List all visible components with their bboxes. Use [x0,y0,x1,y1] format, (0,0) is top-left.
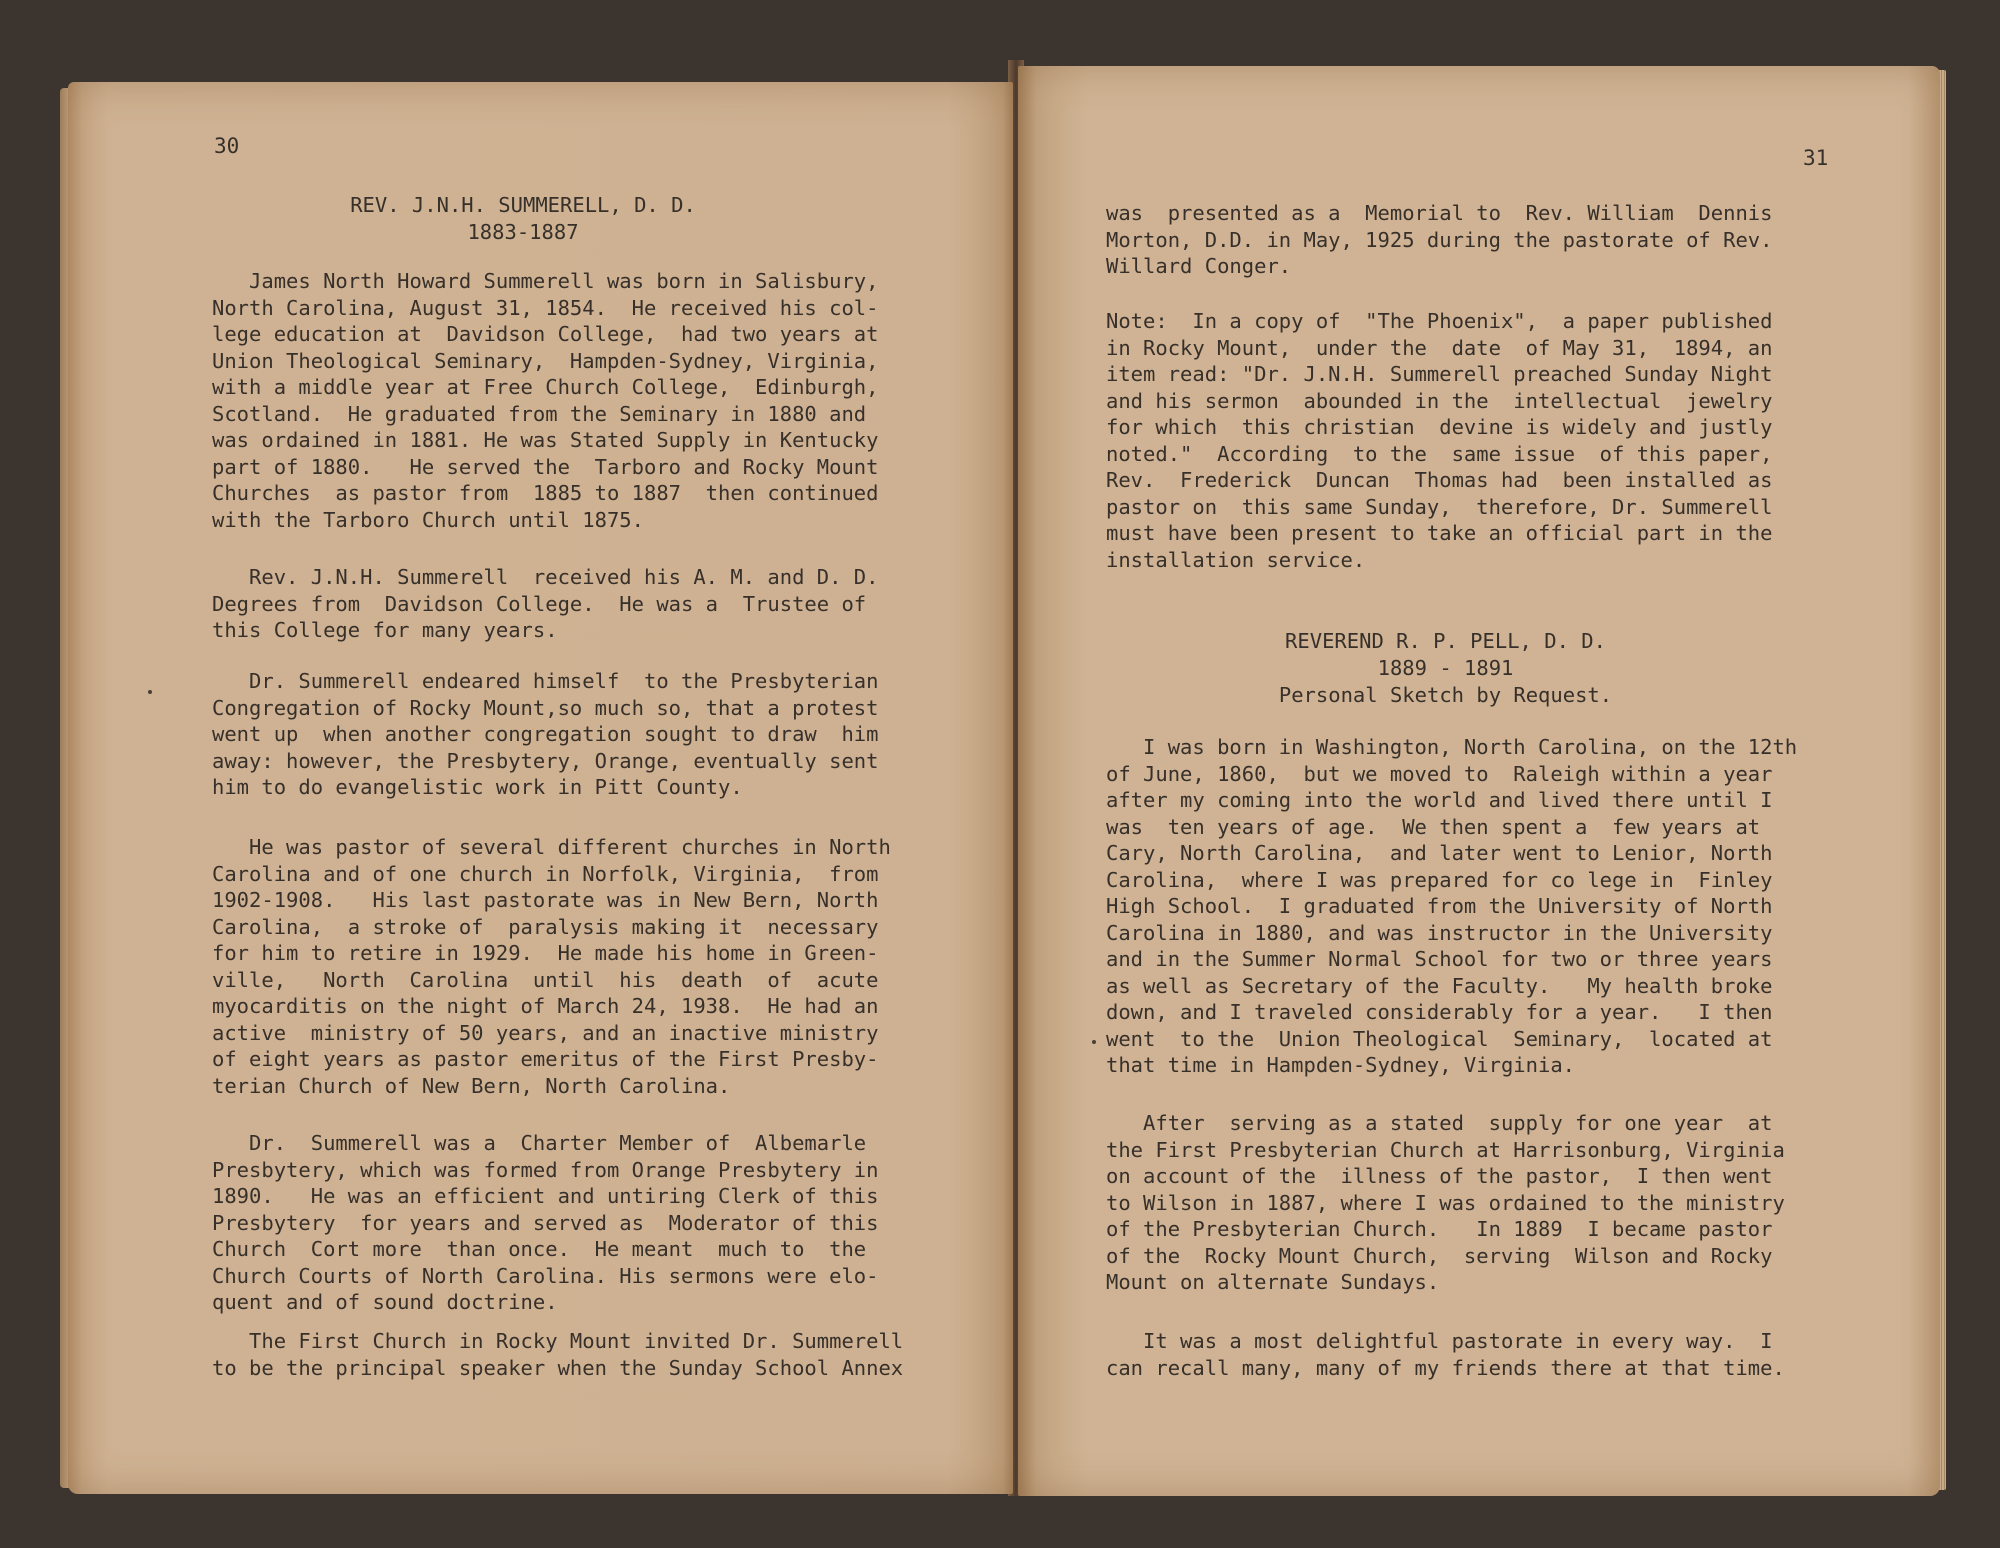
text-line: Churches as pastor from 1885 to 1887 then continued [212,481,879,505]
page-number-right: 31 [1803,146,1829,170]
text-line: lege education at Davidson College, had two years at [212,322,879,346]
text-line: Scotland. He graduated from the Seminary in 1880 and [212,401,867,426]
text-line: in Rocky Mount, under the date of May 31, 1894, an [1106,335,1773,360]
text-line: Carolina and of one church in Norfolk, Virginia, from [212,861,879,886]
right-page [1018,66,1940,1496]
text-line: noted." According to the same issue of this paper, [1106,441,1773,466]
text-line: Church Courts of North Carolina. His sermons were elo- [212,1263,879,1288]
text-line: away: however, the Presbytery, Orange, eventually sent [212,748,879,773]
text-line: this College for many years. [212,618,558,642]
speck-mark [1092,1040,1096,1044]
text-line: item read: "Dr. J.N.H. Summerell preached Sunday Night [1106,362,1773,386]
text-line: for which this christian devine is widely and justly [1106,415,1773,439]
text-line: Union Theological Seminary, Hampden-Sydney, Virginia, [212,348,879,373]
text-line: Congregation of Rocky Mount,so much so, that a protest [212,695,879,720]
speck-mark [148,690,152,694]
text-line: with the Tarboro Church until 1875. [212,507,644,532]
heading-years: 1883-1887 [467,220,579,244]
text-line: must have been present to take an official part in the [1106,521,1773,545]
text-line: Note: In a copy of "The Phoenix", a paper published [1106,309,1773,333]
text-line: High School. I graduated from the University of North [1106,894,1773,918]
heading-subtitle: Personal Sketch by Request. [1278,683,1613,707]
text-line: to Wilson in 1887, where I was ordained to the ministry [1106,1190,1785,1215]
paragraph [212,1328,903,1381]
text-line: Carolina, where I was prepared for co lege in Finley [1106,867,1773,892]
text-line: part of 1880. He served the Tarboro and Rocky Mount [212,454,879,479]
text-line: and in the Summer Normal School for two or three years [1106,947,1773,971]
left-page [68,82,1013,1494]
text-line: The First Church in Rocky Mount invited Dr. Summerell [212,1329,904,1353]
text-line: went up when another congregation sought to draw him [212,722,879,746]
text-line: for him to retire in 1929. He made his home in Green- [212,941,879,965]
heading-title: REV. J.N.H. SUMMERELL, D. D. [350,193,696,217]
text-line: was ten years of age. We then spent a few years at [1106,814,1761,839]
text-line: Morton, D.D. in May, 1925 during the pastorate of Rev. [1106,227,1773,252]
text-line: pastor on this same Sunday, therefore, Dr. Summerell [1106,494,1773,519]
text-line: Carolina, a stroke of paralysis making it necessary [212,914,879,939]
page-number-left: 30 [214,134,240,158]
text-line: on account of the illness of the pastor, I then went [1106,1164,1773,1188]
paragraph [1106,308,1772,573]
paragraph [1106,1328,1785,1381]
text-line: Willard Conger. [1106,254,1292,278]
text-line: terian Church of New Bern, North Carolina. [212,1073,731,1098]
text-line: ville, North Carolina until his death of acute [212,967,879,992]
text-line: Carolina in 1880, and was instructor in the University [1106,920,1773,945]
text-line: to be the principal speaker when the Sunday School Annex [212,1355,904,1380]
text-line: Cary, North Carolina, and later went to Lenior, North [1106,841,1773,865]
text-line: him to do evangelistic work in Pitt County. [212,775,743,799]
text-line: 1890. He was an efficient and untiring Clerk of this [212,1184,879,1208]
text-line: After serving as a stated supply for one year at [1106,1111,1773,1135]
text-line: of the Presbyterian Church. In 1889 I became pastor [1106,1217,1773,1241]
paragraph [1106,734,1797,1079]
text-line: that time in Hampden-Sydney, Virginia. [1106,1053,1575,1077]
text-line: and his sermon abounded in the intellectual jewelry [1106,388,1773,413]
right-heading [1098,628,1793,709]
heading-years: 1889 - 1891 [1377,656,1514,680]
text-line: of the Rocky Mount Church, serving Wilson and Rocky [1106,1243,1773,1268]
text-line: myocarditis on the night of March 24, 1938. He had an [212,994,879,1018]
paragraph [1106,200,1772,280]
paragraph [212,1130,878,1316]
text-line: as well as Secretary of the Faculty. My health broke [1106,973,1773,998]
text-line: was presented as a Memorial to Rev. William Dennis [1106,201,1773,225]
text-line: after my coming into the world and lived there until I [1106,788,1773,812]
text-line: can recall many, many of my friends there at that time. [1106,1355,1785,1380]
text-line: quent and of sound doctrine. [212,1290,558,1314]
text-line: installation service. [1106,547,1366,572]
text-line: He was pastor of several different churches in North [212,835,891,859]
text-line: Church Cort more than once. He meant much to the [212,1237,867,1261]
text-line: It was a most delightful pastorate in every way. I [1106,1329,1773,1353]
paragraph [212,268,878,533]
text-line: Dr. Summerell endeared himself to the Presbyterian [212,669,879,693]
text-line: James North Howard Summerell was born in Salisbury, [212,269,879,293]
text-line: was ordained in 1881. He was Stated Supply in Kentucky [212,428,879,452]
text-line: I was born in Washington, North Carolina, on the 12th [1106,735,1798,759]
text-line: Rev. J.N.H. Summerell received his A. M. and D. D. [212,565,879,589]
left-heading [288,192,758,246]
text-line: Rev. Frederick Duncan Thomas had been installed as [1106,468,1773,492]
text-line: down, and I traveled considerably for a year. I then [1106,1000,1773,1024]
text-line: Degrees from Davidson College. He was a Trustee of [212,591,867,616]
text-line: went to the Union Theological Seminary, located at [1106,1026,1773,1051]
text-line: 1902-1908. His last pastorate was in New Bern, North [212,888,879,912]
heading-title: REVEREND R. P. PELL, D. D. [1285,629,1606,653]
text-line: the First Presbyterian Church at Harrisonburg, Virginia [1106,1137,1785,1162]
paragraph [1106,1110,1785,1296]
text-line: Dr. Summerell was a Charter Member of Albemarle [212,1131,867,1155]
text-line: North Carolina, August 31, 1854. He received his col- [212,295,879,320]
text-line: with a middle year at Free Church College, Edinburgh, [212,375,879,399]
paragraph [212,834,891,1099]
paragraph [212,564,878,644]
text-line: of June, 1860, but we moved to Raleigh within a year [1106,761,1773,786]
text-line: Mount on alternate Sundays. [1106,1270,1440,1294]
text-line: of eight years as pastor emeritus of the First Presby- [212,1047,879,1071]
text-line: Presbytery, which was formed from Orange Presbytery in [212,1157,879,1182]
text-line: Presbytery for years and served as Moderator of this [212,1210,879,1235]
text-line: active ministry of 50 years, and an inactive ministry [212,1020,879,1045]
paragraph [212,668,878,801]
